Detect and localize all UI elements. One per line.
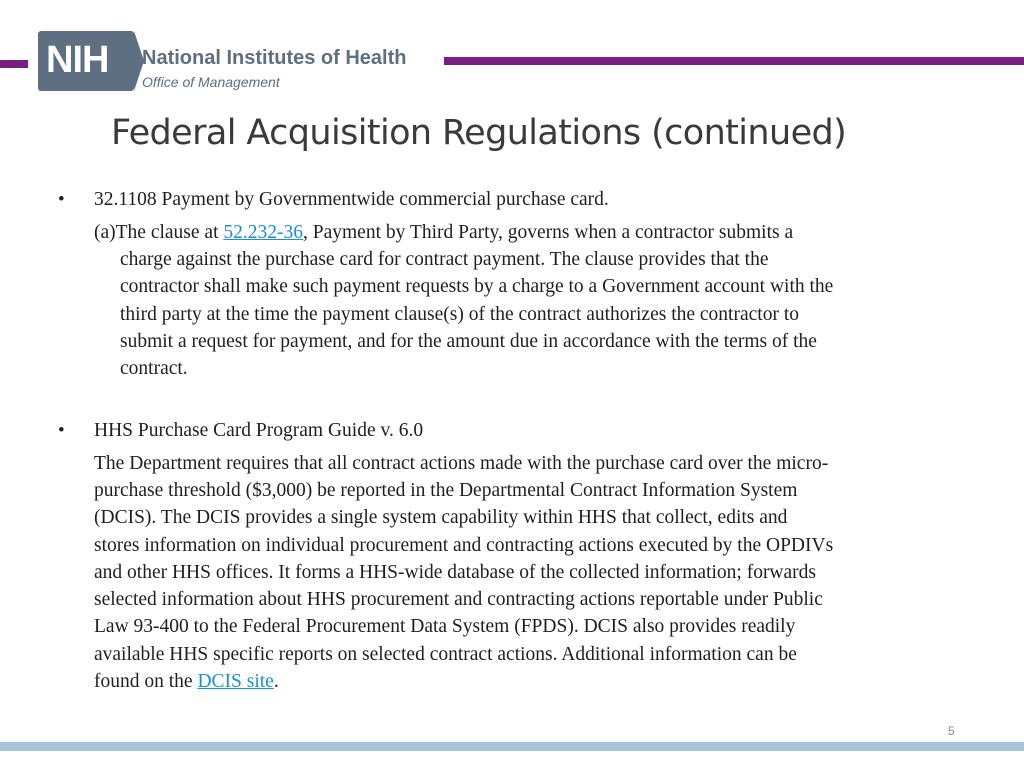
section2-line: The Department requires that all contract actions made with the purchase card over the micro- [94,453,829,474]
section2-line: Law 93-400 to the Federal Procurement Data System (FPDS). DCIS also provides readily [94,616,796,637]
bullet-marker: • [58,420,65,441]
logo-office-name: Office of Management [142,74,280,90]
section2-line [94,668,279,695]
section2-line: and other HHS offices. It forms a HHS-wide database of the collected information; forwards [94,562,817,583]
far-clause-link[interactable]: 52.232-36 [223,222,304,243]
section2-line9-suffix: . [273,671,279,692]
section1-line1-prefix: (a)The clause at [94,222,224,243]
section2-line: selected information about HHS procurement and contracting actions reportable under Public [94,589,823,610]
section1-line1-suffix: , Payment by Third Party, governs when a contractor submits a [303,222,794,243]
section2-line: (DCIS). The DCIS provides a single system capability within HHS that collect, edits and [94,507,788,528]
nih-logo-text: NIH [46,39,109,81]
section2-line: stores information on individual procurement and contracting actions executed by the OPDIVs [94,535,834,556]
header-accent-bar-left [0,60,28,68]
nih-logo [38,31,438,91]
section1-line: contractor shall make such payment requests by a charge to a Government account with the [120,276,834,297]
header-accent-bar-right [444,57,1024,65]
section2-line9-prefix: found on the [94,671,198,692]
section1-line: third party at the time the payment clause(s) of the contract authorizes the contractor to [120,304,799,325]
nih-logo-mark [38,31,134,91]
footer-bar [0,742,1024,751]
section1-line: charge against the purchase card for contract payment. The clause provides that the [120,249,769,270]
section1-line: submit a request for payment, and for the amount due in accordance with the terms of the [120,331,817,352]
section2-line: available HHS specific reports on selected contract actions. Additional information can be [94,644,797,665]
dcis-site-link[interactable]: DCIS site [197,671,274,692]
page-number: 5 [948,724,955,738]
section2-heading: HHS Purchase Card Program Guide v. 6.0 [94,420,424,441]
section1-line: contract. [120,358,188,379]
logo-organization-name: National Institutes of Health [142,47,407,69]
slide-title: Federal Acquisition Regulations (continued) [111,113,847,153]
section2-line: purchase threshold ($3,000) be reported in the Departmental Contract Information System [94,480,798,501]
section1-heading: 32.1108 Payment by Governmentwide commercial purchase card. [94,189,609,210]
section1-line [94,219,793,246]
bullet-marker: • [58,189,65,210]
